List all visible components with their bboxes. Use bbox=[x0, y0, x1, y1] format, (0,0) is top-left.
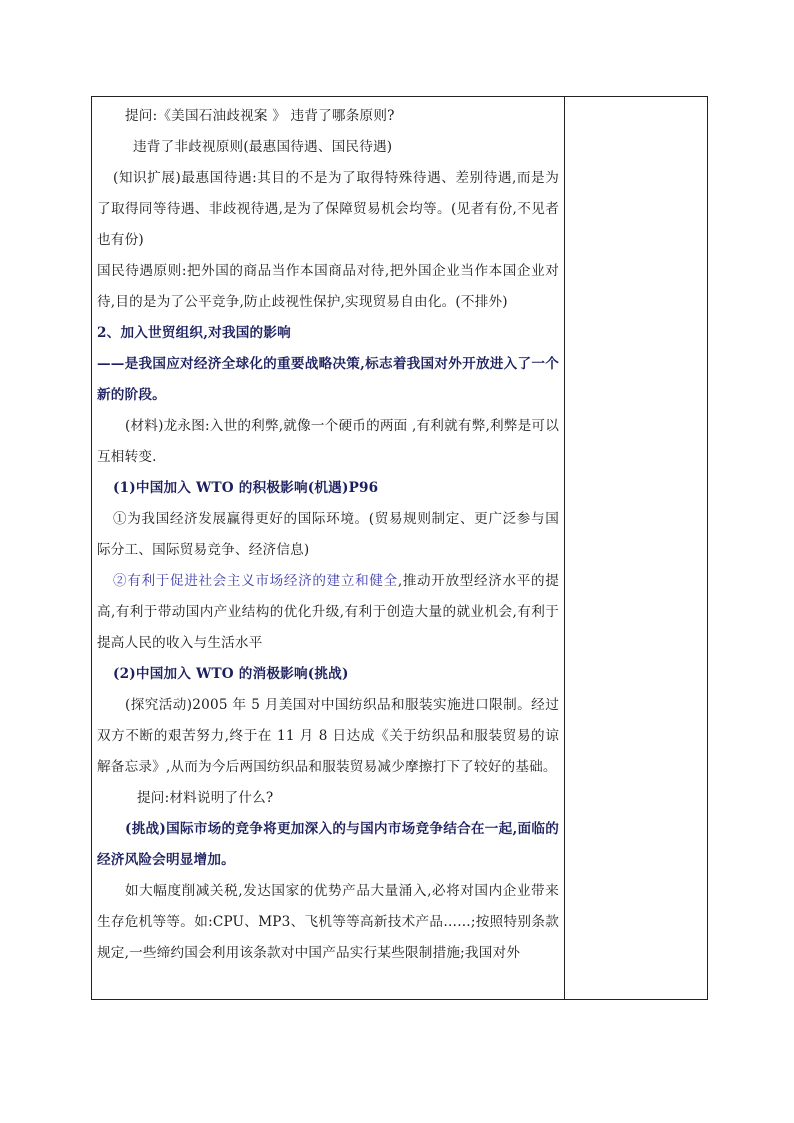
answer-non-discrimination: 违背了非歧视原则(最惠国待遇、国民待遇) bbox=[133, 139, 393, 155]
material-long-yongtu: (材料)龙永图:入世的利弊,就像一个硬币的两面 ,有利就有弊,利弊是可以互相转变. bbox=[97, 418, 559, 465]
question-material-meaning: 提问:材料说明了什么? bbox=[137, 790, 274, 806]
positive-point-2-rest: ,推动开放型经济水平的提高,有利于带动国内产业结构的优化升级,有利于创造大量的就业机会,有利于提高人民的收入与生活水平 bbox=[97, 573, 559, 651]
national-treatment-principle: 国民待遇原则:把外国的商品当作本国商品对待,把外国企业当作本国企业对待,目的是为了公平竞争,防止歧视性保护,实现贸易自由化。(不排外) bbox=[97, 263, 559, 310]
notes-column-cell bbox=[565, 97, 707, 999]
knowledge-extension-mfn: (知识扩展)最惠国待遇:其目的不是为了取得特殊待遇、差别待遇,而是为了取得同等待遇、非歧视待遇,是为了保障贸易机会均等。(见者有份,不见者也有份) bbox=[97, 170, 559, 248]
lesson-content-cell bbox=[97, 101, 559, 969]
lesson-table bbox=[91, 96, 708, 1000]
strategic-decision-statement: ——是我国应对经济全球化的重要战略决策,标志着我国对外开放进入了一个新的阶段。 bbox=[97, 356, 559, 403]
positive-point-2-highlight: ②有利于促进社会主义市场经济的建立和健全 bbox=[113, 573, 398, 589]
challenge-statement: (挑战)国际市场的竞争将更加深入的与国内市场竞争结合在一起,面临的经济风险会明显增加。 bbox=[97, 821, 559, 868]
question-oil-case: 提问:《美国石油歧视案 》 违背了哪条原则? bbox=[125, 108, 395, 124]
subheading-positive-impact: (1)中国加入 WTO 的积极影响(机遇)P96 bbox=[113, 480, 379, 496]
tariff-example-paragraph: 如大幅度削减关税,发达国家的优势产品大量涌入,必将对国内企业带来生存危机等等。如:CPU、MP3、飞机等等高新技术产品……;按照特别条款规定,一些缔约国会利用该条款对中国产品实行某些限制措施;我国对外 bbox=[97, 883, 559, 961]
inquiry-activity-textiles: (探究活动)2005 年 5 月美国对中国纺织品和服装实施进口限制。经过双方不断的艰苦努力,终于在 11 月 8 日达成《关于纺织品和服装贸易的谅解备忘录》,从而为今后两国纺织品和服装贸易减少摩擦打下了较好的基础。 bbox=[97, 697, 559, 775]
positive-point-2 bbox=[97, 566, 559, 659]
section-heading-wto-impact: 2、加入世贸组织,对我国的影响 bbox=[97, 325, 291, 341]
subheading-negative-impact: (2)中国加入 WTO 的消极影响(挑战) bbox=[113, 666, 349, 682]
positive-point-1: ①为我国经济发展赢得更好的国际环境。(贸易规则制定、更广泛参与国际分工、国际贸易竞争、经济信息) bbox=[97, 511, 559, 558]
